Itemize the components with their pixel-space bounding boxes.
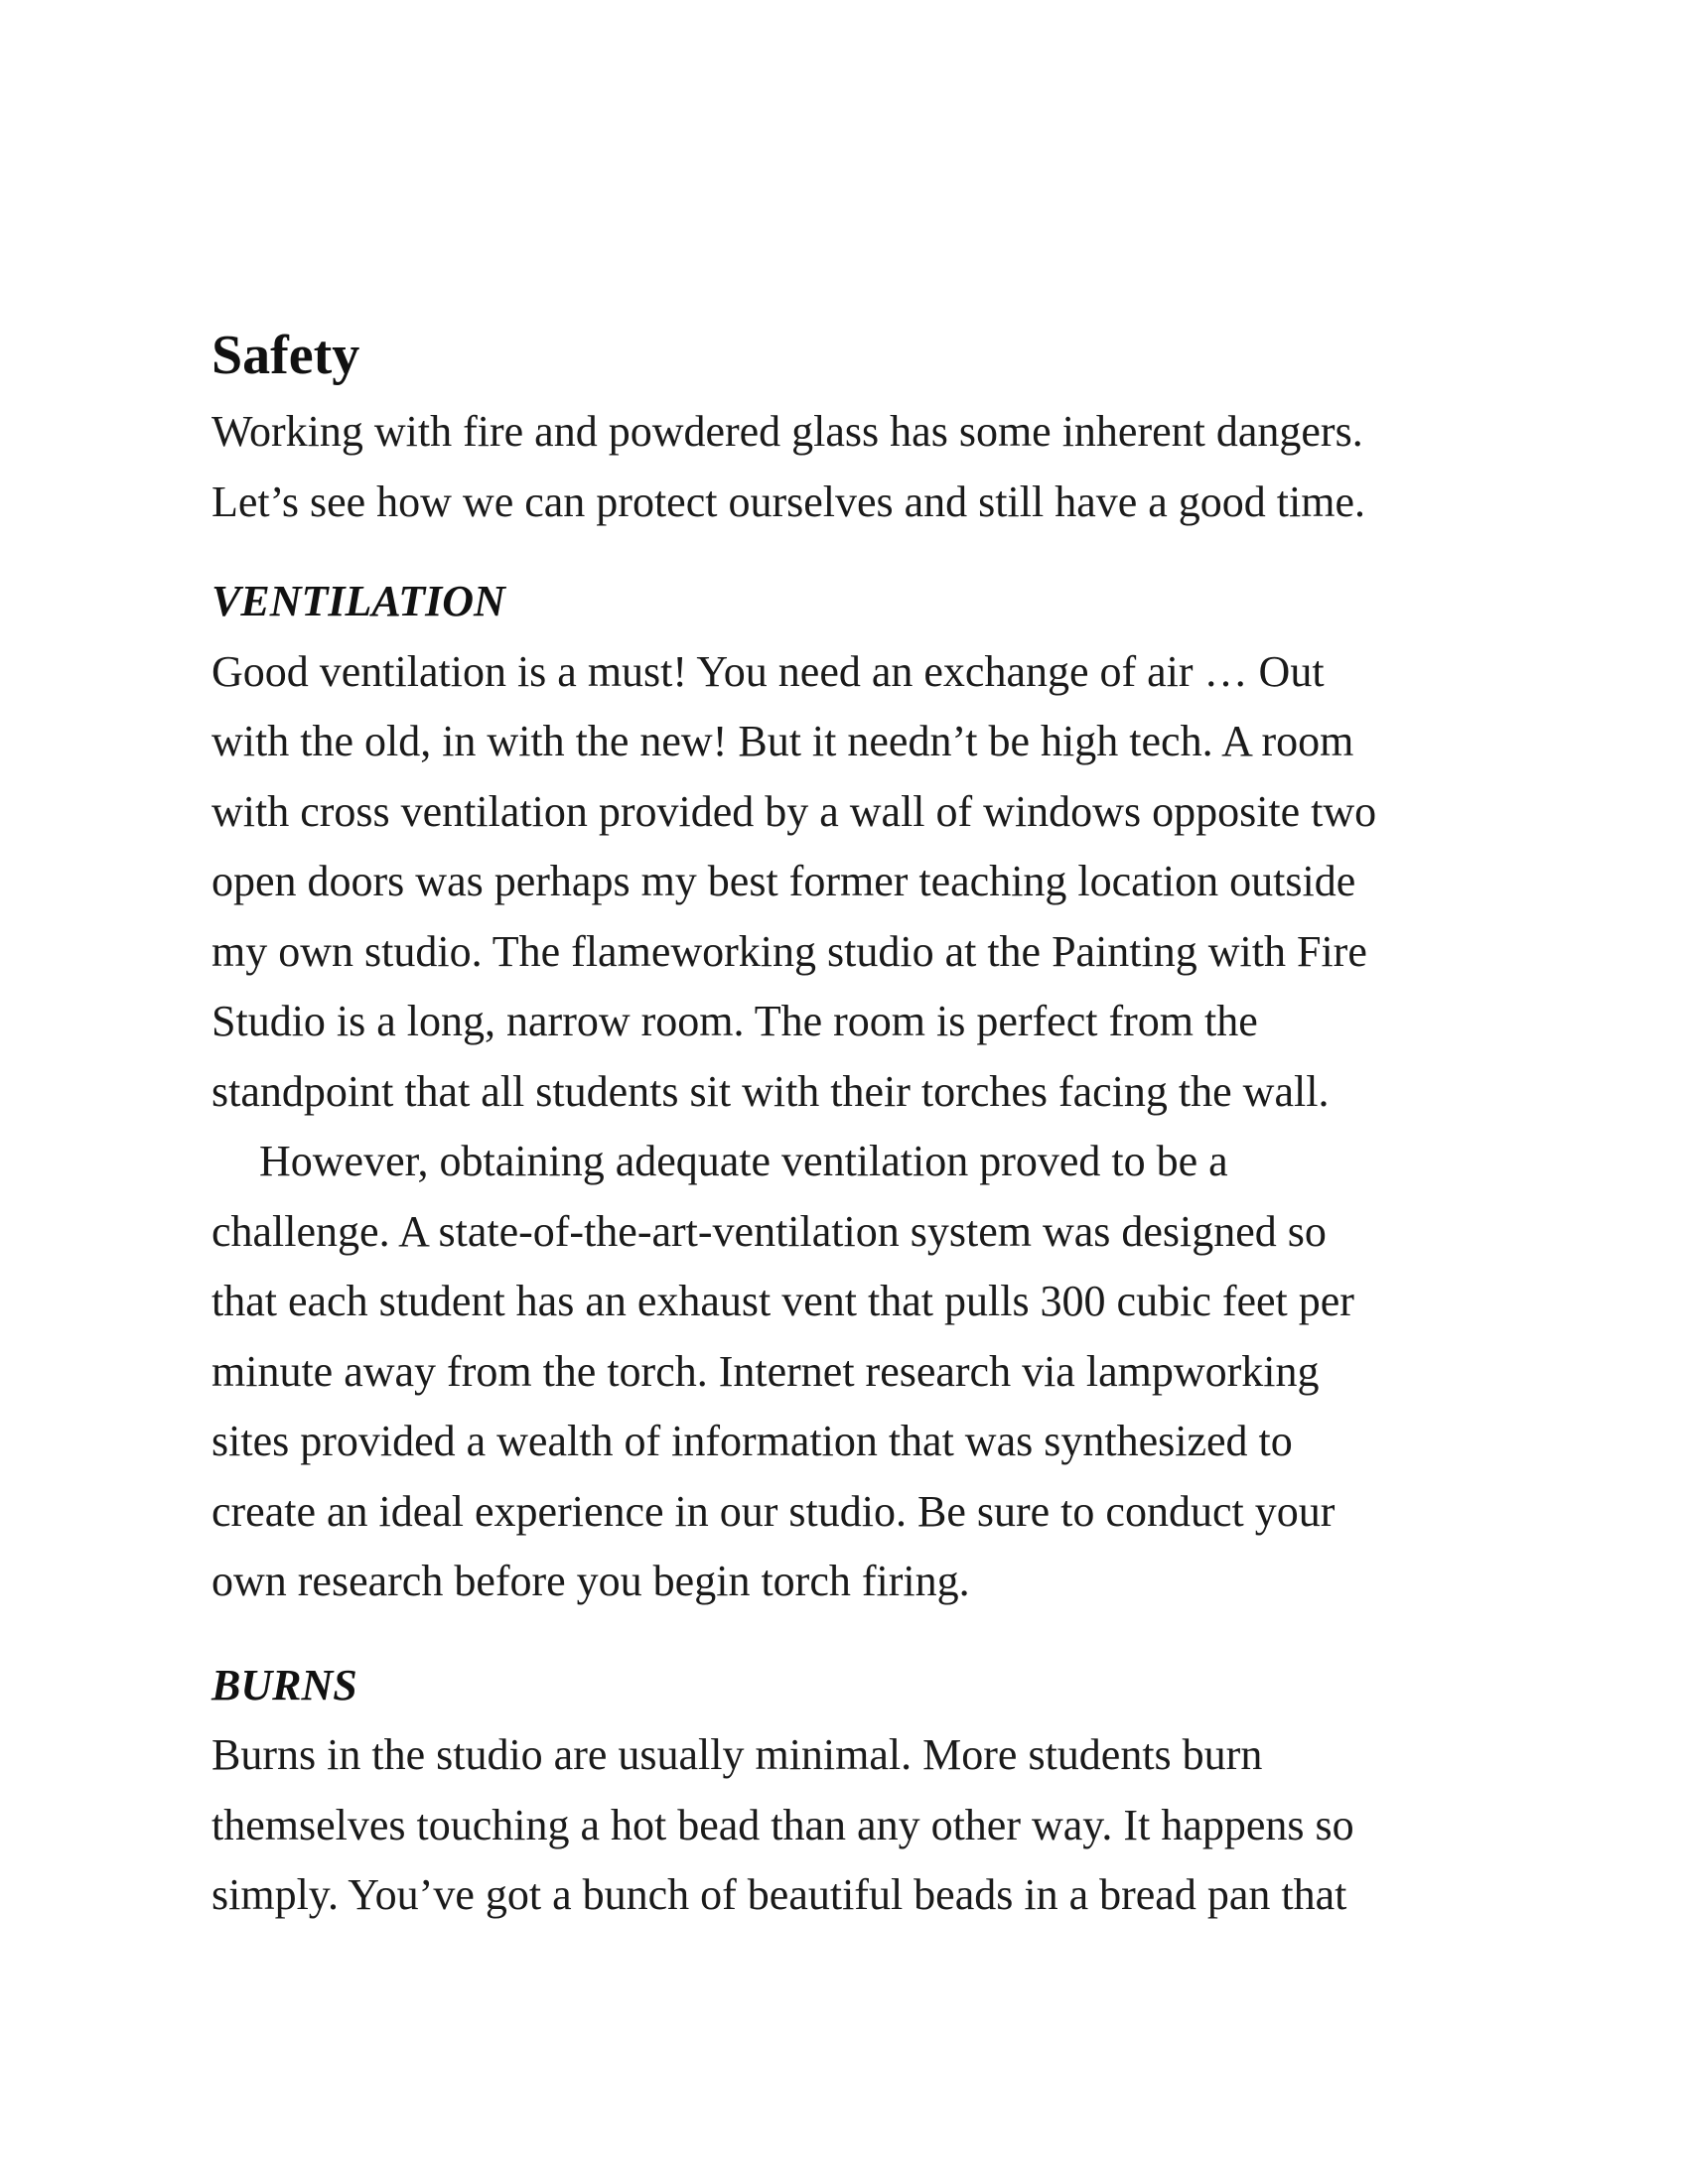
text-line: themselves touching a hot bead than any other way. It happens so [211,1800,1354,1849]
text-line: Working with fire and powdered glass has some inherent dangers. [211,407,1363,456]
text-line: that each student has an exhaust vent that pulls 300 cubic feet per [211,1277,1354,1325]
text-line: standpoint that all students sit with their torches facing the wall. [211,1066,1330,1116]
text-line: Let’s see how we can protect ourselves and still have a good time. [211,477,1365,526]
text-line: open doors was perhaps my best former teaching location outside [211,857,1356,905]
page-title: Safety [211,325,360,386]
burns-paragraph-1 [211,1720,1502,1931]
text-line: with the old, in with the new! But it needn’t be high tech. A room [211,717,1354,765]
text-line: own research before you begin torch firing. [211,1557,970,1605]
text-line: my own studio. The flameworking studio at the Painting with Fire [211,926,1367,976]
section-heading-burns: BURNS [211,1660,357,1709]
text-line: simply. You’ve got a bunch of beautiful beads in a bread pan that [211,1870,1347,1919]
intro-paragraph [211,397,1502,537]
section-heading-ventilation: VENTILATION [211,577,505,625]
text-line: Good ventilation is a must! You need an exchange of air … Out [211,646,1325,696]
ventilation-paragraph-2 [211,1127,1502,1617]
text-line: with cross ventilation provided by a wall of windows opposite two [211,786,1377,836]
text-line: Studio is a long, narrow room. The room is perfect from the [211,997,1258,1045]
text-line: create an ideal experience in our studio. Be sure to conduct your [211,1486,1336,1536]
document-page [211,316,1502,1931]
text-line: sites provided a wealth of information that was synthesized to [211,1417,1293,1465]
text-line: challenge. A state-of-the-art-ventilation system was designed so [211,1206,1327,1256]
text-line: minute away from the torch. Internet research via lampworking [211,1346,1320,1396]
ventilation-paragraph-1 [211,637,1502,1128]
text-line: Burns in the studio are usually minimal. More students burn [211,1730,1263,1779]
text-line: However, obtaining adequate ventilation proved to be a [259,1137,1228,1185]
